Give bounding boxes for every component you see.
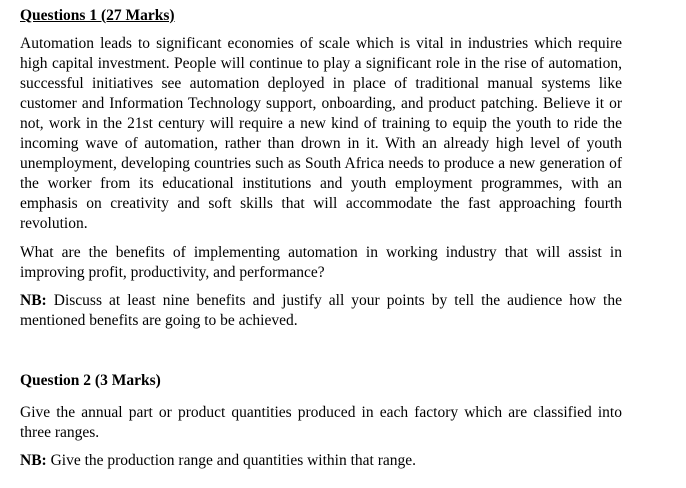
question-1-note-text: Discuss at least nine benefits and justify all your points by tell the audience how the mentioned benefits are going to be achieved. — [20, 292, 622, 329]
question-2-note-label: NB: — [20, 452, 47, 469]
question-2-note — [20, 451, 622, 471]
question-2-prompt: Give the annual part or product quantities produced in each factory which are classified into three ranges. — [20, 404, 622, 441]
question-1-note-label: NB: — [20, 292, 47, 309]
question-1-prompt: What are the benefits of implementing automation in working industry that will assist in improving profit, productivity, and performance? — [20, 244, 622, 281]
question-2-note-text: Give the production range and quantities within that range. — [46, 452, 417, 469]
question-2-title: Question 2 (3 Marks) — [20, 372, 161, 389]
question-1-note — [20, 291, 622, 331]
question-1-title: Questions 1 (27 Marks) — [20, 7, 175, 24]
question-1-context-paragraph: Automation leads to significant economies of scale which is vital in industries which require high capital investment. People will continue to play a significant role in the rise of automation, successful initiatives see automation deployed in place of traditional manual systems like customer and Information Technology support, onboarding, and product patching. Believe it or not, work in the 21st century will require a new kind of training to equip the youth to ride the incoming wave of automation, rather than drown in it. With an already high level of youth unemployment, developing countries such as South Africa needs to produce a new generation of the worker from its educational institutions and youth employment programmes, with an emphasis on creativity and soft skills that will accommodate the fast approaching fourth revolution. — [20, 35, 622, 232]
document-page — [20, 0, 622, 471]
